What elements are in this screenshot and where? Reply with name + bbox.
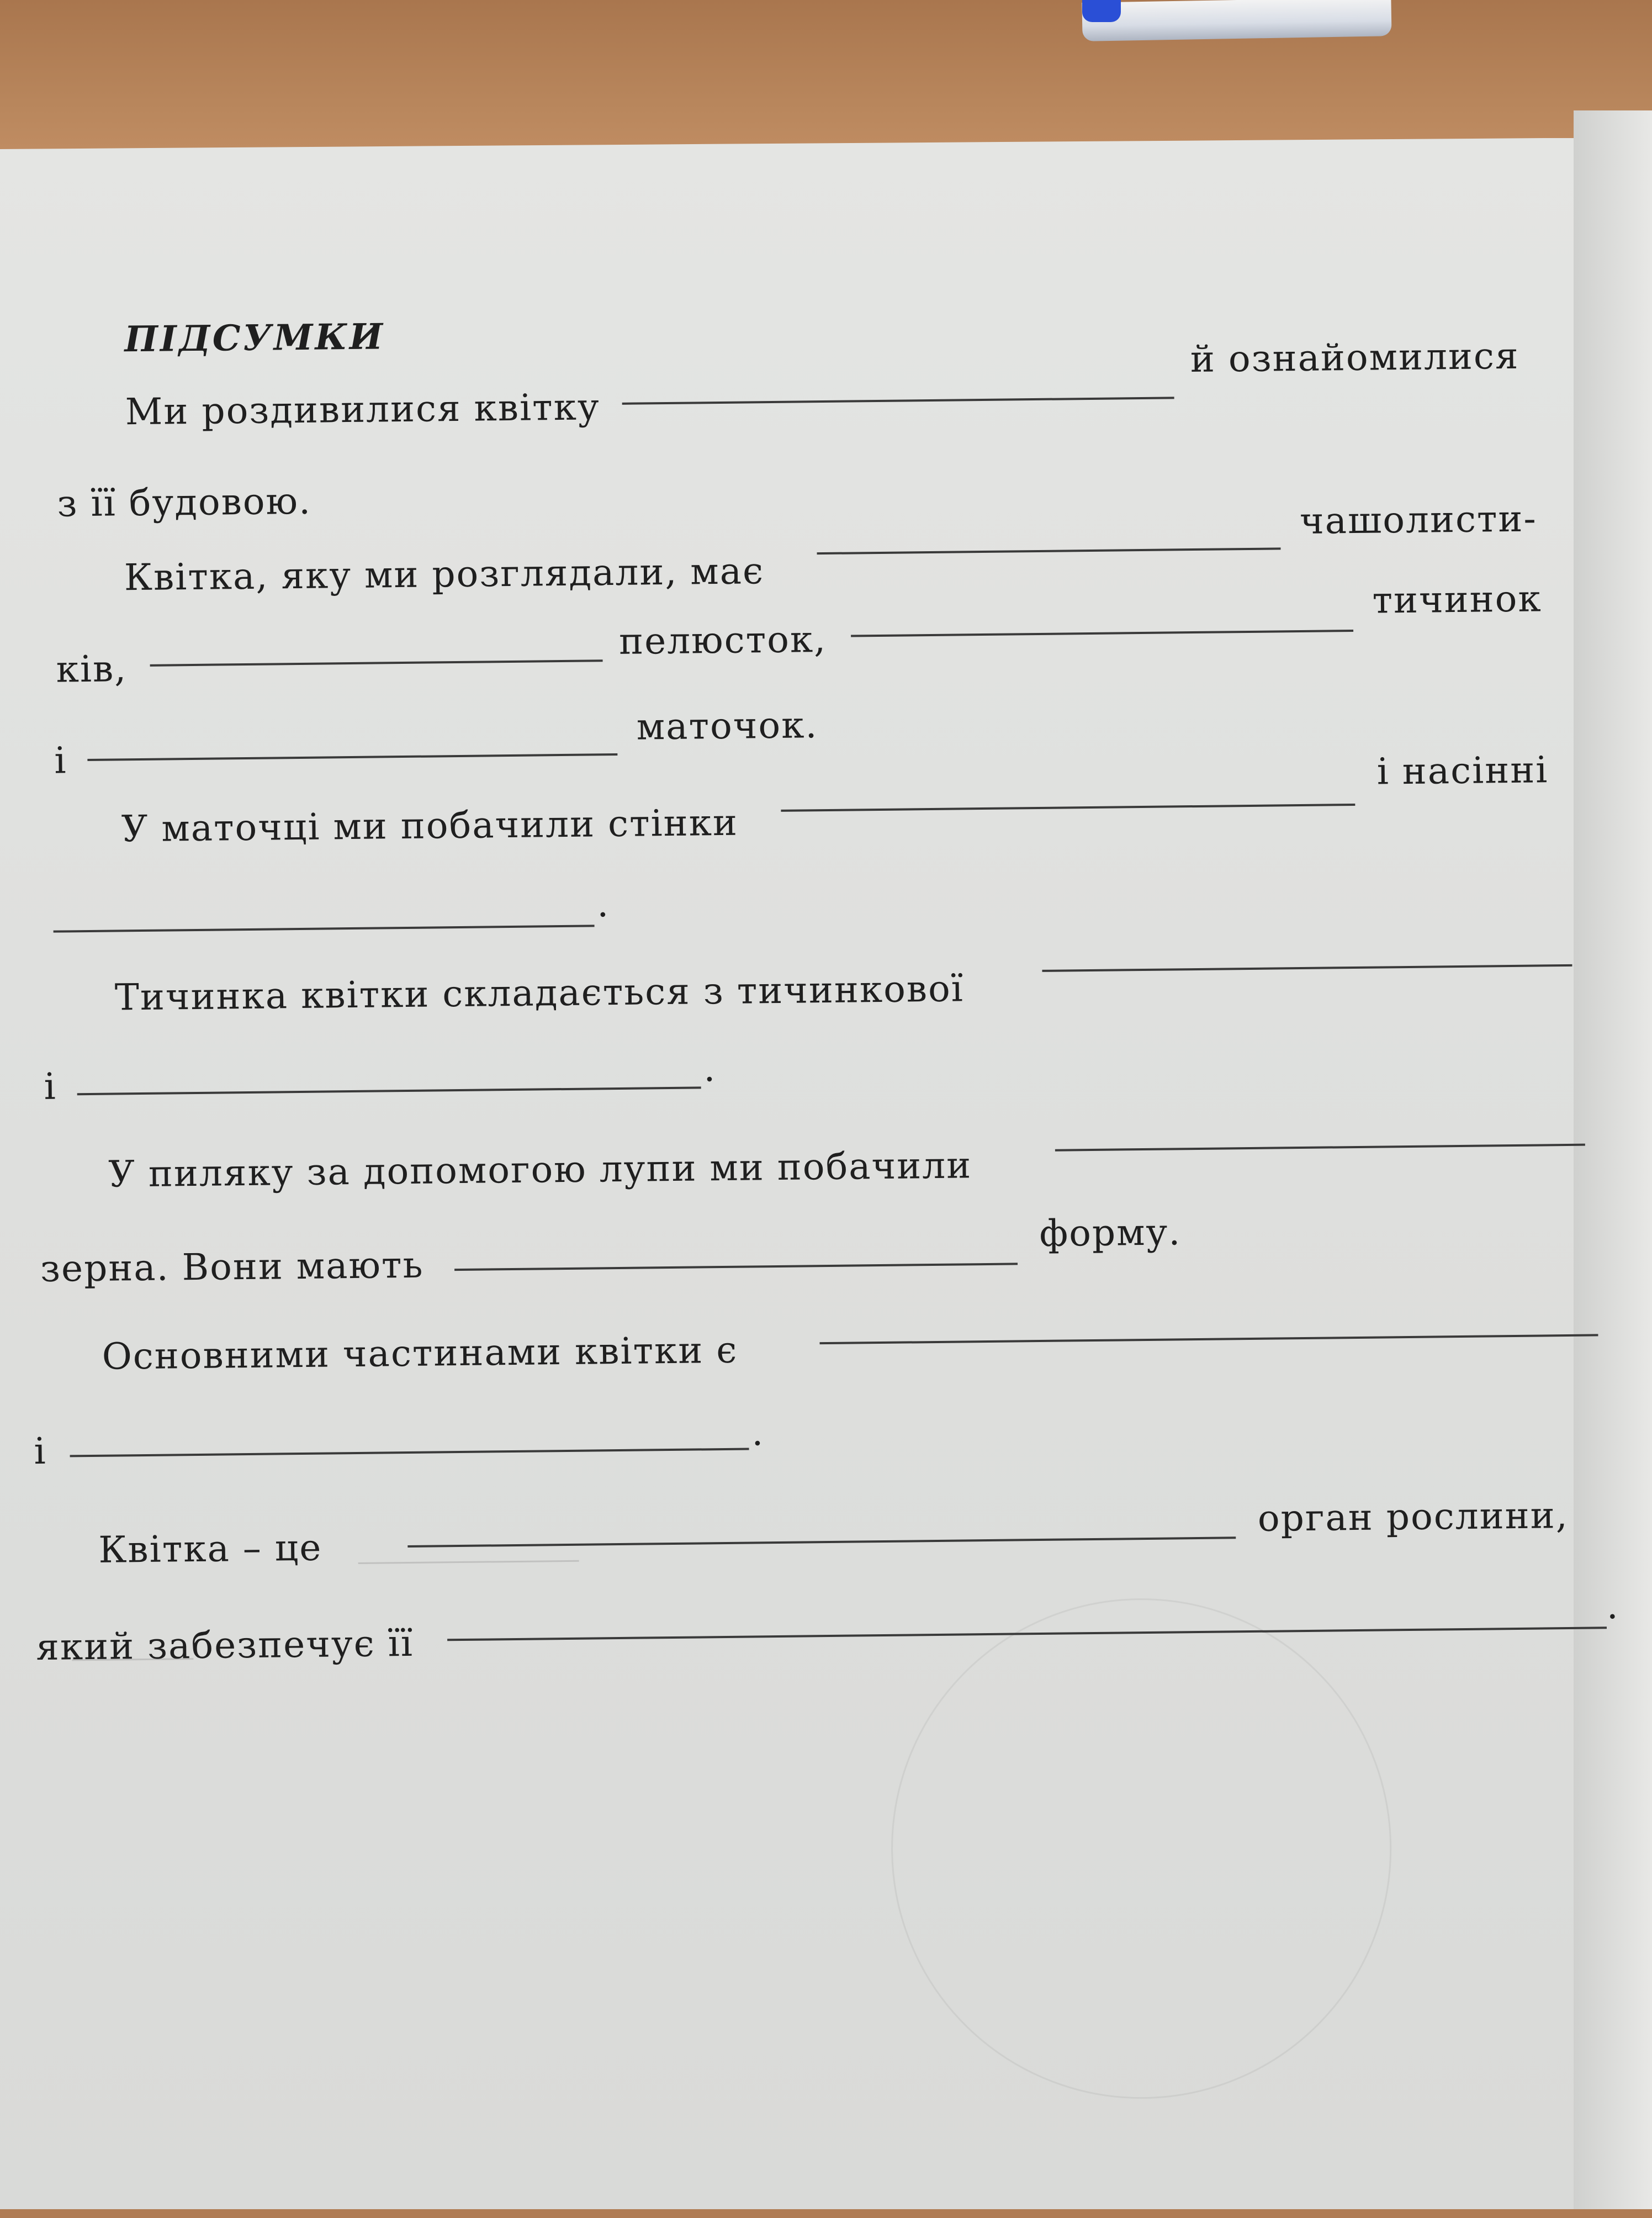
sentence-text: Квітка – це: [98, 1526, 322, 1571]
sentence-text: маточок.: [636, 704, 818, 748]
sentence-text: Основними частинами квітки є: [102, 1328, 738, 1378]
answer-blank[interactable]: [781, 804, 1355, 812]
sentence-text: тичинок: [1372, 577, 1542, 622]
sentence-text: й ознайомилися: [1190, 334, 1519, 381]
answer-blank[interactable]: [817, 547, 1281, 554]
sentence-text: який забезпечує її: [35, 1622, 414, 1669]
answer-blank[interactable]: [622, 397, 1174, 404]
sentence-text: .: [703, 1047, 717, 1090]
answer-blank[interactable]: [851, 630, 1353, 637]
sentence-text: і насінні: [1376, 748, 1549, 793]
answer-blank[interactable]: [87, 753, 617, 761]
sentence-text: У маточці ми побачили стінки: [121, 801, 739, 851]
sentence-text: з її будовою.: [57, 479, 312, 525]
answer-blank[interactable]: [820, 1334, 1598, 1344]
faint-pencil-mark: [358, 1560, 579, 1564]
sentence-text: Тичинка квітки складається з тичинкової: [114, 967, 965, 1019]
section-title: ПІДСУМКИ: [124, 316, 385, 361]
sentence-text: пелюсток,: [618, 617, 827, 663]
sentence-text: і: [54, 739, 67, 782]
sentence-text: орган рослини,: [1257, 1494, 1569, 1540]
answer-blank[interactable]: [454, 1263, 1018, 1271]
sentence-text: зерна. Вони мають: [40, 1243, 424, 1290]
answer-blank[interactable]: [150, 659, 603, 667]
answer-blank[interactable]: [54, 925, 595, 932]
sentence-text: і: [34, 1429, 47, 1473]
answer-blank[interactable]: [407, 1536, 1236, 1548]
answer-blank[interactable]: [1055, 1144, 1585, 1152]
answer-blank[interactable]: [1042, 964, 1572, 972]
sentence-text: У пиляку за допомогою лупи ми побачили: [108, 1144, 972, 1196]
sentence-text: .: [751, 1411, 765, 1454]
sentence-text: Квітка, яку ми розглядали, має: [124, 550, 765, 599]
sentence-text: форму.: [1039, 1211, 1182, 1255]
sentence-text: .: [596, 883, 610, 926]
sentence-text: Ми роздивилися квітку: [125, 385, 601, 434]
answer-blank[interactable]: [70, 1448, 749, 1457]
sentence-text: і: [44, 1065, 57, 1108]
sentence-text: .: [1606, 1585, 1619, 1628]
answer-blank[interactable]: [77, 1086, 701, 1095]
sentence-text: чашолисти-: [1299, 497, 1538, 542]
show-through-drawing: [888, 1596, 1394, 2101]
sentence-text: ків,: [56, 647, 128, 691]
